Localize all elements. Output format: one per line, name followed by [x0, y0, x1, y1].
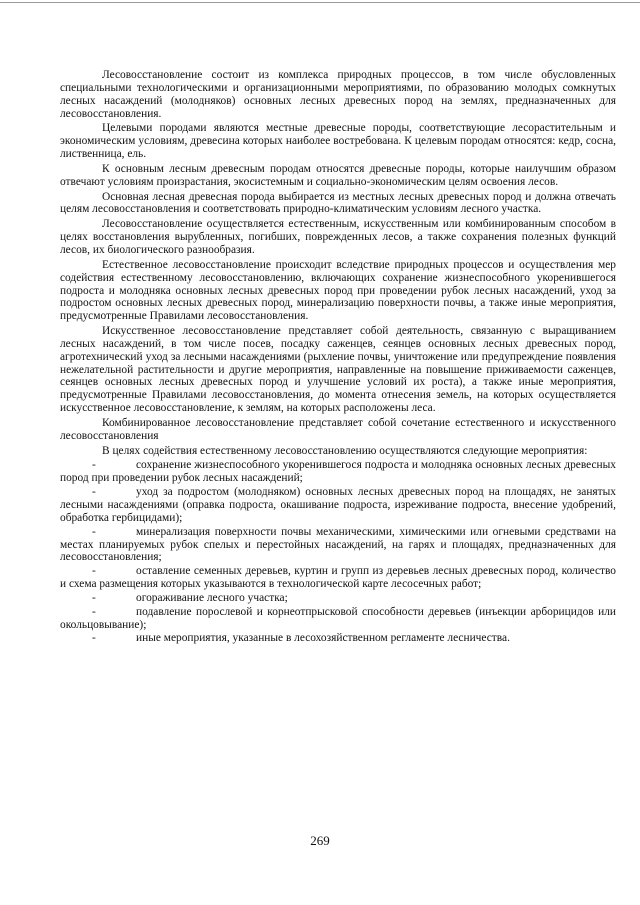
- list-item-text: минерализация поверхности почвы механическими, химическими или огневыми средствами на местах планируемых рубок спелых и перестойных насаждений, на гарях и площадях, предназначенных для лесовосстановления;: [60, 525, 616, 564]
- paragraph-reforestation-definition: Лесовосстановление состоит из комплекса природных процессов, в том числе обусловленных специальными технологическими и организационными мероприятиями, по образованию молодых сомкнутых лесных насаждений (молодняков) основных лесных древесных пород на землях, предназначенных для лесовосстановления.: [60, 69, 616, 120]
- paragraph-combined-reforestation: Комбинированное лесовосстановление представляет собой сочетание естественного и искусственного лесовосстановления: [60, 416, 616, 442]
- list-dash: -: [92, 459, 96, 472]
- list-item-text: уход за подростом (молодняком) основных лесных древесных пород на площадях, не занятых лесными насаждениями (оправка подроста, окашивание подроста, изреживание подроста, внесение удобрений, обработка гербицидами);: [60, 486, 616, 524]
- paragraph-main-species-selection: Основная лесная древесная порода выбирается из местных лесных древесных пород и должна отвечать целям лесовосстановления и соответствовать природно-климатическим условиям лесного участка.: [60, 190, 616, 216]
- document-body: [60, 69, 616, 647]
- list-item-text: сохранение жизнеспособного укоренившегося подроста и молодняка основных лесных древесных пород при проведении рубок лесных насаждений;: [60, 459, 616, 485]
- list-dash: -: [92, 486, 96, 499]
- list-item: [60, 526, 616, 565]
- top-border-rule: [0, 2, 640, 3]
- list-item: [60, 606, 616, 632]
- list-item-text: оставление семенных деревьев, куртин и групп из деревьев лесных древесных пород, количество и схема размещения которых указываются в технологической карте лесосечных работ;: [60, 565, 616, 591]
- list-dash: -: [92, 525, 96, 538]
- list-item: [60, 632, 616, 645]
- list-item: [60, 592, 616, 605]
- list-dash: -: [92, 565, 96, 578]
- list-dash: -: [92, 605, 96, 618]
- paragraph-measures-intro: В целях содействия естественному лесовосстановлению осуществляются следующие мероприятия:: [102, 444, 588, 457]
- list-dash: -: [92, 632, 96, 645]
- paragraph-artificial-reforestation: Искусственное лесовосстановление представляет собой деятельность, связанную с выращиванием лесных насаждений, в том числе посев, посадку саженцев, сеянцев основных лесных древесных пород, агротехнический уход за лесными насаждениями (рыхление почвы, уничтожение или предупреждение появления нежелательной растительности и другие мероприятия, направленные на повышение приживаемости саженцев, сеянцев основных лесных древесных пород и улучшение условий их роста), а также иные мероприятия, предусмотренные Правилами лесовосстановления, до момента отнесения земель, на которых осуществляется искусственное лесовосстановление, к землям, на которых расположены леса.: [60, 325, 616, 415]
- paragraph-natural-reforestation: Естественное лесовосстановление происходит вследствие природных процессов и осуществления мер содействия естественному лесовосстановлению, включающих сохранение жизнеспособного укоренившегося подроста и молодняка основных лесных древесных пород при проведении рубок лесных насаждений, уход за подростом основных лесных древесных пород, минерализацию поверхности почвы, а также иные мероприятия, предусмотренные Правилами лесовосстановления.: [60, 258, 616, 323]
- list-item: [60, 459, 616, 485]
- measures-list: [60, 459, 616, 645]
- list-item-text: огораживание лесного участка;: [136, 591, 288, 604]
- list-item-text: иные мероприятия, указанные в лесохозяйственном регламенте лесничества.: [136, 632, 510, 645]
- paragraph-main-species: К основным лесным древесным породам относятся древесные породы, которые наилучшим образом отвечают условиям произрастания, экосистемным и социально-экономическим целям освоения лесов.: [60, 162, 616, 188]
- list-item: [60, 486, 616, 525]
- paragraph-reforestation-methods: Лесовосстановление осуществляется естественным, искусственным или комбинированным способом в целях восстановления вырубленных, погибших, поврежденных лесов, а также сохранения полезных функций лесов, их биологического разнообразия.: [60, 218, 616, 256]
- list-item-text: подавление порослевой и корнеотпрысковой способности деревьев (инъекции арборицидов или окольцовывание);: [60, 605, 616, 631]
- paragraph-target-species: Целевыми породами являются местные древесные породы, соответствующие лесорастительным и экономическим условиям, древесина которых наиболее востребована. К целевым породам относятся: кедр, сосна, лиственница, ель.: [60, 122, 616, 161]
- list-item: [60, 565, 616, 591]
- page-number: 269: [310, 833, 330, 848]
- list-dash: -: [92, 591, 96, 604]
